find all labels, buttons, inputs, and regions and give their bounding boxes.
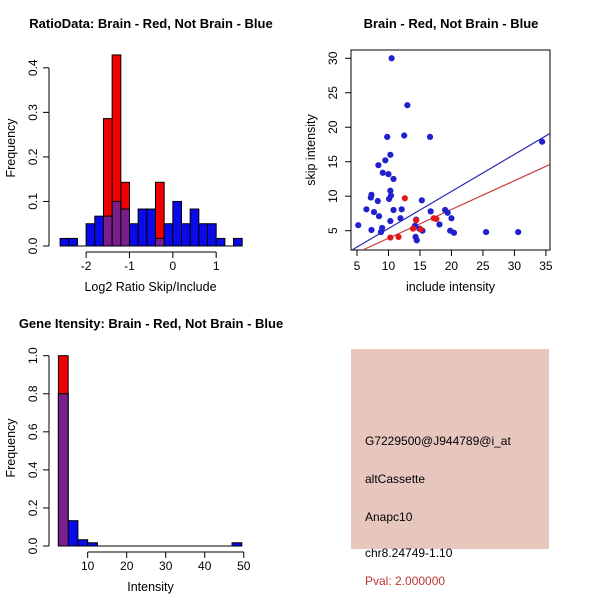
y-tick-label: 0.3 (26, 104, 40, 121)
histogram-bar-blue (147, 209, 156, 246)
histogram-bar-blue (60, 238, 69, 246)
histogram-bar-blue (164, 224, 173, 246)
scatter-point-blue (419, 197, 425, 203)
y-tick-label: 0.1 (26, 193, 40, 210)
histogram-bar-blue (173, 201, 182, 246)
histogram-bar-overlap (58, 394, 68, 546)
x-axis-label: include intensity (406, 280, 495, 294)
scatter-point-blue (363, 206, 369, 212)
coordinates-text: chr8.24749-1.10 (365, 546, 453, 560)
histogram-bar-overlap (103, 216, 112, 246)
histogram-bar-blue (181, 224, 190, 246)
pval-text: Pval: 2.000000 (365, 574, 446, 588)
scatter-point-red (402, 195, 408, 201)
scatter-point-blue (371, 209, 377, 215)
histogram-bar-blue (232, 543, 242, 546)
x-axis-label: Log2 Ratio Skip/Include (84, 280, 217, 294)
histogram-bar-overlap (112, 201, 121, 246)
scatter-point-blue (390, 207, 396, 213)
y-tick-label: 0.8 (26, 385, 40, 403)
y-tick-label: 0.2 (26, 499, 40, 517)
scatter-point-blue (399, 206, 405, 212)
scatter-point-blue (386, 196, 392, 202)
y-tick-label: 0.4 (26, 461, 40, 479)
probe-id-text: G7229500@J944789@i_at (365, 434, 511, 448)
gene-name-text: Anapc10 (365, 510, 413, 524)
scatter-point-blue (390, 176, 396, 182)
x-tick-label: 40 (198, 559, 212, 573)
skip-include-scatter-chart (300, 0, 600, 300)
x-tick-label: 15 (413, 259, 427, 273)
y-tick-label: 0.2 (26, 148, 40, 166)
x-axis-label: Intensity (127, 580, 174, 594)
chart-title: Gene Itensity: Brain - Red, Not Brain - Blue (18, 316, 284, 331)
y-tick-label: 0.4 (26, 59, 40, 77)
histogram-bar-blue (88, 543, 98, 546)
histogram-bar-overlap (155, 238, 164, 246)
y-tick-label: 0.0 (26, 237, 40, 255)
x-tick-label: 0 (169, 259, 177, 273)
x-tick-label: 5 (353, 259, 361, 273)
scatter-point-blue (385, 171, 391, 177)
histogram-bar-blue (199, 224, 208, 246)
scatter-point-blue (539, 139, 545, 145)
scatter-point-blue (384, 134, 390, 140)
gene-info-box (351, 349, 549, 588)
panel-intensity-scatter (300, 0, 600, 300)
histogram-bar-overlap (121, 209, 130, 246)
histogram-bar-blue (86, 224, 95, 246)
splice-type-text: altCassette (365, 472, 426, 486)
scatter-point-blue (445, 210, 451, 216)
histogram-bar-blue (190, 209, 199, 246)
x-tick-label: 20 (120, 559, 134, 573)
scatter-point-blue (414, 237, 420, 243)
scatter-point-red (413, 217, 419, 223)
scatter-point-blue (397, 215, 403, 221)
scatter-point-blue (387, 152, 393, 158)
x-tick-label: -1 (124, 259, 135, 273)
y-tick-label: 30 (326, 51, 340, 65)
scatter-point-blue (515, 229, 521, 235)
x-tick-label: 1 (212, 259, 220, 273)
scatter-point-blue (380, 170, 386, 176)
scatter-point-blue (436, 221, 442, 227)
scatter-point-blue (375, 162, 381, 168)
histogram-bar-blue (216, 238, 225, 246)
scatter-point-red (387, 234, 393, 240)
y-tick-label: 0.6 (26, 423, 40, 441)
scatter-point-blue (448, 215, 454, 221)
histogram-bar-blue (68, 521, 78, 546)
y-tick-label: 15 (326, 155, 340, 169)
y-tick-label: 10 (326, 189, 340, 203)
scatter-point-red (417, 226, 423, 232)
histogram-bar-blue (129, 224, 138, 246)
y-axis-label: skip intensity (304, 114, 318, 186)
scatter-point-red (410, 226, 416, 232)
scatter-point-blue (427, 134, 433, 140)
scatter-point-blue (401, 132, 407, 138)
y-tick-label: 5 (326, 227, 340, 235)
panel-gene-info (300, 300, 600, 600)
panel-gene-intensity-histogram (0, 300, 300, 600)
scatter-point-blue (387, 218, 393, 224)
x-tick-label: 30 (159, 559, 173, 573)
y-tick-label: 25 (326, 86, 340, 100)
scatter-point-blue (376, 213, 382, 219)
x-tick-label: -2 (80, 259, 92, 273)
histogram-bar-blue (138, 209, 147, 246)
y-tick-label: 20 (326, 120, 340, 134)
y-tick-label: 0.0 (26, 537, 40, 555)
x-tick-label: 30 (507, 259, 522, 273)
scatter-point-blue (378, 229, 384, 235)
x-tick-label: 50 (237, 559, 251, 573)
scatter-point-blue (404, 102, 410, 108)
y-axis-label: Frequency (4, 118, 18, 178)
x-tick-label: 20 (444, 259, 459, 273)
scatter-point-blue (389, 55, 395, 61)
scatter-point-blue (382, 157, 388, 163)
scatter-point-blue (428, 208, 434, 214)
chart-title: RatioData: Brain - Red, Not Brain - Blue (29, 16, 273, 31)
scatter-point-blue (355, 222, 361, 228)
histogram-bar-blue (234, 238, 243, 246)
chart-title: Brain - Red, Not Brain - Blue (363, 16, 539, 31)
x-tick-label: 10 (381, 259, 396, 273)
histogram-bar-blue (69, 238, 78, 246)
scatter-point-blue (375, 198, 381, 204)
x-tick-label: 35 (539, 259, 553, 273)
panel-ratio-histogram (0, 0, 300, 300)
x-tick-label: 10 (80, 559, 95, 573)
scatter-point-blue (368, 194, 374, 200)
scatter-point-blue (483, 229, 489, 235)
y-axis-label: Frequency (4, 418, 18, 478)
scatter-point-red (395, 234, 401, 240)
histogram-bar-blue (78, 540, 88, 546)
scatter-point-blue (451, 230, 457, 236)
y-tick-label: 1.0 (26, 347, 40, 365)
scatter-point-red (433, 216, 439, 222)
scatter-point-blue (368, 227, 374, 233)
x-tick-label: 25 (476, 259, 490, 273)
histogram-bar-red (155, 182, 164, 246)
ratio-histogram-chart (0, 0, 300, 300)
histogram-bar-blue (208, 224, 217, 246)
histogram-bar-blue (95, 216, 104, 246)
gene-intensity-histogram-chart (0, 300, 300, 600)
